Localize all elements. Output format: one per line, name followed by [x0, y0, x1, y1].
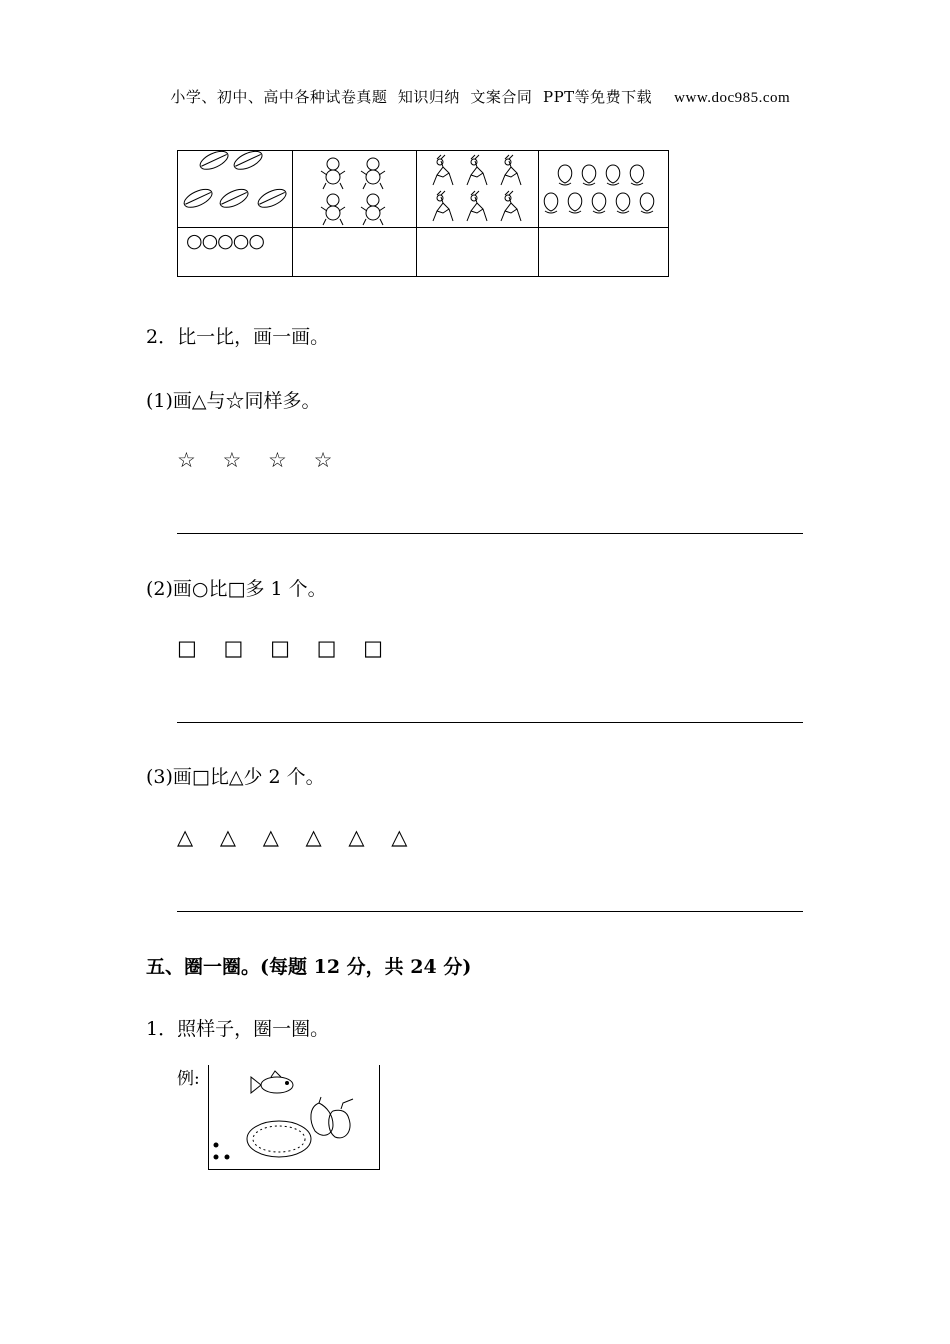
- monkey-cell: [293, 151, 417, 228]
- answer-cell-2[interactable]: [293, 228, 417, 277]
- monkey-icon: [293, 151, 416, 227]
- question-2-title: 2．比一比，画一画。: [146, 326, 330, 348]
- picture-count-table: [177, 150, 669, 277]
- question-2-1-label: (1)画△与☆同样多。: [146, 390, 321, 412]
- answer-cell-3[interactable]: [417, 228, 539, 277]
- leaf-icon: [178, 151, 292, 227]
- answer-cell-4[interactable]: [539, 228, 669, 277]
- deer-cell: [417, 151, 539, 228]
- deer-icon: [417, 151, 538, 227]
- section-5-question-1: 1．照样子，圈一圈。: [146, 1018, 330, 1040]
- pear-icon: [311, 1097, 353, 1138]
- star-row: ☆ ☆ ☆ ☆: [177, 448, 333, 472]
- answer-circles: ○○○○○: [186, 230, 264, 252]
- page-header: [0, 68, 950, 107]
- answer-line-3[interactable]: [177, 911, 803, 912]
- header-url: www.doc985.com: [674, 90, 791, 106]
- triangle-row: △ △ △ △ △ △: [177, 825, 408, 849]
- answer-cell-1[interactable]: [178, 228, 293, 277]
- melon-icon: [247, 1121, 311, 1157]
- fish-icon: [251, 1071, 293, 1093]
- header-title: 小学、初中、高中各种试卷真题 知识归纳 文案合同 PPT等免费下载: [170, 88, 653, 106]
- peach-cell: [539, 151, 669, 228]
- question-2-2-label: (2)画○比□多 1 个。: [146, 578, 327, 600]
- square-row: □ □ □ □ □: [177, 636, 384, 660]
- peach-icon: [539, 151, 668, 227]
- example-label: 例:: [177, 1069, 200, 1089]
- example-box: [208, 1065, 380, 1170]
- dots-icon: [214, 1143, 230, 1160]
- answer-line-2[interactable]: [177, 722, 803, 723]
- answer-line-1[interactable]: [177, 533, 803, 534]
- example-illustration: [209, 1065, 379, 1169]
- leaf-cell: [178, 151, 293, 228]
- question-2-3-label: (3)画□比△少 2 个。: [146, 766, 325, 788]
- section-5-title: 五、圈一圈。(每题 12 分，共 24 分): [146, 956, 472, 978]
